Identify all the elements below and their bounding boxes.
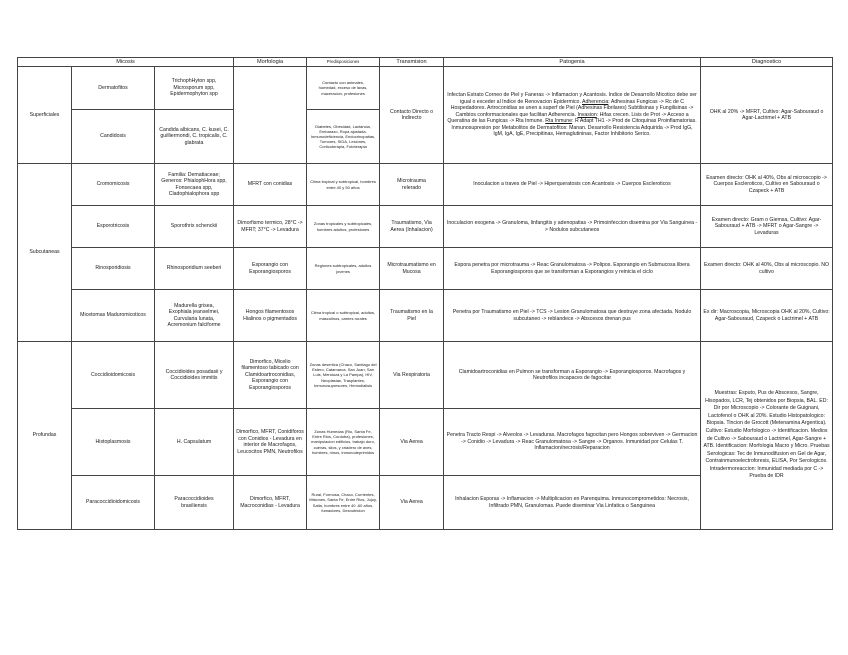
header-patogenia: Patogenia xyxy=(444,58,701,67)
morfologia-cell xyxy=(234,67,307,164)
morfologia-cell: Dimorfico, Micelio filamentoso tabicado con Clamidoartroconidias, Esporangio con Esporangiosporos xyxy=(234,342,307,409)
agent-cell: Candida albicans, C. kusei, C. guilliermondi, C. tropicalis, C. glabrata xyxy=(155,110,234,164)
patogenia-cell: Inhalacion Esporas -> Inflamacion -> Multiplicacion en Parenquima. Inmunocomprometidos: Necrosis, Infiltrado PMN, Granulomas. Puede diseminar Via Linfatica o Sanguinea xyxy=(444,476,701,530)
patogenia-cell: Espora penetra por microtrauma -> Reac Granulomatosa -> Polipos. Esporangio en Submucosa libera Esporangiosporos que se transforman a Esporangios y reinicia el ciclo xyxy=(444,248,701,290)
morfologia-cell: MFRT con conidias xyxy=(234,164,307,206)
transmision-cell: Contacto Directo o Indirecto xyxy=(380,67,444,164)
diagnostico-cell: Examen directo: Gram o Giemsa, Cultivo: Agar-Sabouraud + ATB -> MFRT o Agar-Sangre -> Levaduras xyxy=(701,206,833,248)
diagnostico-cell: Ex dir: Macroscopia, Microscopia OHK al 20%, Cultivo: Agar-Sabouraud, Czapeck o Lactrimel + ATB xyxy=(701,290,833,342)
header-diagnostico: Diagnostico xyxy=(701,58,833,67)
patogenia-cell: Inoculacion a traves de Piel -> Hiperqueratosis con Acantosis -> Cuerpos Escleroticos xyxy=(444,164,701,206)
group-subcutaneas: Subcutaneas xyxy=(18,164,72,342)
agent-cell: Rhinosporidium seeberi xyxy=(155,248,234,290)
patogenia-cell: Inoculacion exogena -> Granuloma, linfangitis y adenopatias -> Primoinfeccion disemina por Via Sanguinea -> Nodulos subcutaneos xyxy=(444,206,701,248)
table-row xyxy=(18,164,833,206)
transmision-cell: Microtraumatismo en Mucosa xyxy=(380,248,444,290)
header-transmision: Transmision xyxy=(380,58,444,67)
diagnostico-cell: OHK al 20% -> MFRT, Cultivo: Agar-Sabouraud o Agar-Lactrimel + ATB xyxy=(701,67,833,164)
morfologia-cell: Dimorfico, MFRT, Conidiforos con Conidios - Levadura en interior de Macrofagos, Leucocitos PMN, Neutrofilos xyxy=(234,409,307,476)
micosis-name: Cromomicosis xyxy=(72,164,155,206)
agent-cell: H. Capsulatum xyxy=(155,409,234,476)
micosis-name: Micetomas Maduromicoticos xyxy=(72,290,155,342)
agent-cell: Paracoccidioides brasiliensis xyxy=(155,476,234,530)
agent-cell: Coccidioides posadasii y Coccidioides immitis xyxy=(155,342,234,409)
predisposiciones-cell: Diabetes, Obesidad, Lactancia, Embarazo, Ropa ajustada, Inmunodeficiencia, Endocrinopatias, Tumores, SIDA, Lesiones, Corticoterapia, Fototerapia xyxy=(307,110,380,164)
diagnostico-cell: Muestras: Esputo, Pus de Abscesos, Sangre, Hisopados, LCR, Tej obtenidos por Biopsia, BAL. ED: Dir por Microscopio -> Colorante de Guignani, Lactofenol o OHK al 20%. Estudio Histopatologico: Biopsia. Tincion de Grocott (Metenamina Argentica). Cultivo: Estudio Morfologico -> Identificacion. Medios de Cultivo -> Sabouraud o Lactrimel, Agar-Sangre + ATB. Identificacion: Morfologia Macro y Micro. Pruebas Serologicas: Tec de Inmunodifusion en Gel de Agar, Contrainmunoelectroforesis, ELISA, Por Serologicos. Intradermoreaccion: Inmunidad mediada por C -> Prueba de IDR xyxy=(701,342,833,530)
agent-cell: Sporothrix schenckii xyxy=(155,206,234,248)
transmision-cell: Via Respiratoria xyxy=(380,342,444,409)
agent-cell: Madurella grisea, Exophiala jeanselmei, Curvularia lunata, Acremonium falciforme xyxy=(155,290,234,342)
micosis-name: Coccidioidomicosis xyxy=(72,342,155,409)
adherencia-label: Adherencia xyxy=(582,98,609,105)
rta-inmune-label: Rta Inmune xyxy=(545,118,573,125)
morfologia-cell: Dimorfismo termico, 28°C -> MFRT; 37°C -> Levadura xyxy=(234,206,307,248)
transmision-cell: Microtrauma relerado xyxy=(380,164,444,206)
agent-cell: Familia: Dematiaceae; Generos: PhialophHora spp, Fonsecaea spp, Cladophialophora spp xyxy=(155,164,234,206)
transmision-cell: Via Aerea xyxy=(380,476,444,530)
predisposiciones-cell: Clima tropical y subtropical, hombres entre 40 y 50 años xyxy=(307,164,380,206)
group-superficiales: Superficiales xyxy=(18,67,72,164)
morfologia-cell: Hongos filamentosos Hialinos o pigmentados xyxy=(234,290,307,342)
table-row xyxy=(18,248,833,290)
header-micosis: Micosis xyxy=(18,58,234,67)
predisposiciones-cell: Rural, Formosa, Chaco, Corrientes, Misiones, Santa Fe, Entre Rios, Jujuy, Salta, hombres entre 40 -60 años, fumadores, Desnutricion xyxy=(307,476,380,530)
patogenia-cell: Infectan Estrato Corneo de Piel y Faneras -> Inflamacion y Acantosis. Indice de Desarrollo Micotico debe ser igual o exceder al Indice de Renovacion Epidermico. Adherencia: Adhesinas Fungicas -> Rc de C Hospedadores. Artroconidias se unen a superf de Piel (Adhesinas Fibrilares) Subtilisinas y Fungilisinas -> Cambios conformacionales que facilitan Adherencia. Invasion: Hifas crecen. Lisis de Prot -> Acceso a Queratina de las Fungicas -> Rta Inmune. Rta Inmune: R Adapt TH1 -> Prod de Citoquinas Proinflamatorias. Inmunosupresion por Metabolitos de Dermatofitos: Manan. Desarrollo Resistencia Adquirida -> Prod IgG, IgM, IgA, IgE, Precipitinas, Hemaglutininas, Factor Inhibitorio Serico. xyxy=(444,67,701,164)
predisposiciones-cell: Regiones subtropicales, adultos jovenes xyxy=(307,248,380,290)
patogenia-cell: Penetra Tracto Respi -> Alveolos -> Levaduras. Macrofagos fagocitan pero Hongos sobreviven -> Germacion -> Conidio -> Levadura -> Reac Granulomatosa -> Sangre -> Organos. Inmunidad por Celulas T. Inflamacion/necrosis/Reparacion xyxy=(444,409,701,476)
predisposiciones-cell: Contacto con animales, humedad, exceso de lavas, maceracion, profesiones xyxy=(307,67,380,110)
group-profundas: Profundas xyxy=(18,342,72,530)
micosis-name: Dermatofitos xyxy=(72,67,155,110)
table-row xyxy=(18,342,833,409)
transmision-cell: Via Aerea xyxy=(380,409,444,476)
predisposiciones-cell: Clima tropical o subtropical, adultos, masculinos, carnes rurales xyxy=(307,290,380,342)
micosis-name: Histoplasmosis xyxy=(72,409,155,476)
transmision-cell: Traumatismo, Via Aerea (Inhalacion) xyxy=(380,206,444,248)
predisposiciones-cell: Zonas tropicales y subtropicales, hombres adultos, profesiones xyxy=(307,206,380,248)
transmision-cell: Traumatismo en la Piel xyxy=(380,290,444,342)
table-row xyxy=(18,290,833,342)
agent-cell: TrichophHyton spp, Microsporum spp, Epidermophyton spp xyxy=(155,67,234,110)
patogenia-cell: Penetra por Traumatismo en Piel -> TCS -> Lesion Granulomatosa que destruye zona afectada. Nodulo subcutaneo -> reblandece -> Abscesos drenan pus xyxy=(444,290,701,342)
micosis-name: Paracoccidioidomicosis xyxy=(72,476,155,530)
morfologia-cell: Dimorfico, MFRT, Macroconidias - Levadura xyxy=(234,476,307,530)
predisposiciones-cell: Zonas Humedas (Rio, Santa Fe, Entre Rios, Cordoba), profesiones, manipulacion edificios, trabajo duro, cuevas, silos, y criadero de aves, hombres, ninos, inmunodeprimidos xyxy=(307,409,380,476)
predisposiciones-cell: Zonas desertica (Chaco, Santiago del Estero, Catamarca, San Juan, San Luis, Mendoza y La Pampa), HIV, Neoplasias, Trasplantes, Inmunosupresores, Hemodialisis xyxy=(307,342,380,409)
table-row xyxy=(18,206,833,248)
micosis-table xyxy=(17,57,833,530)
patogenia-cell: Clamidoartroconidias en Pulmon se transforman a Esporangio -> Esporangiosporos. Macrofagos y Neutrofilos incapaces de fagocitar xyxy=(444,342,701,409)
micosis-name: Candidosis xyxy=(72,110,155,164)
diagnostico-cell: Examen directo: OHK al 40%, Obs al microscopio -> Cuerpos Escleroticos, Cultivo en Sabouraud o Czapeck + ATB xyxy=(701,164,833,206)
micosis-name: Esporotricosis xyxy=(72,206,155,248)
header-predisposiciones: Predisposiciones xyxy=(307,58,380,67)
header-morfologia: Morfologia xyxy=(234,58,307,67)
invasion-label: Invasion xyxy=(577,111,597,118)
table-row xyxy=(18,67,833,110)
micosis-name: Rinosporidiosis xyxy=(72,248,155,290)
header-row xyxy=(18,58,833,67)
morfologia-cell: Esporangio con Esporangiosporos xyxy=(234,248,307,290)
diagnostico-cell: Examen directo: OHK al 40%, Obs al microscopio. NO cultivo xyxy=(701,248,833,290)
